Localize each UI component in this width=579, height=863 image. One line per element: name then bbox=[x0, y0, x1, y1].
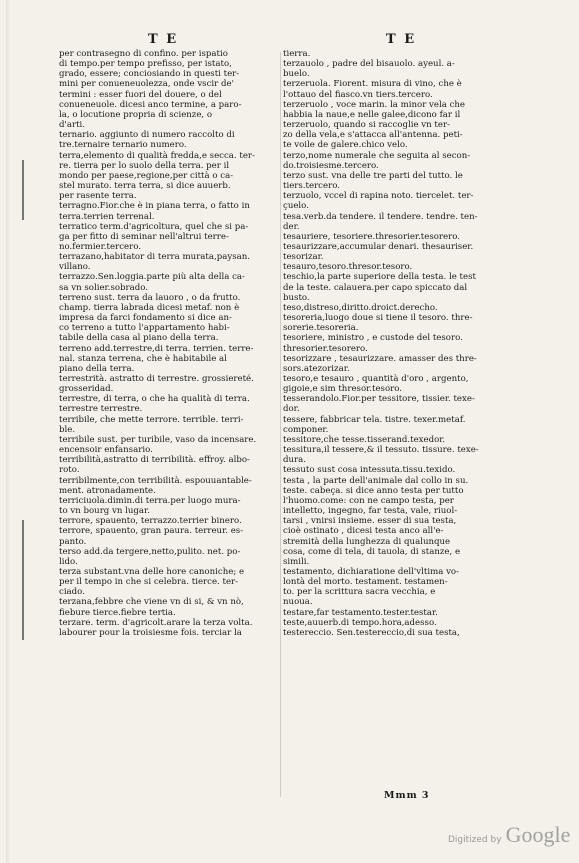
text-line: tessere, fabbricar tela. tistre. texer.metaf. bbox=[283, 414, 466, 425]
text-line: re. tierra per lo suolo della terra. per il bbox=[59, 160, 230, 171]
text-line: terragno.Fior.che è in piana terra, o fatto in bbox=[59, 201, 250, 212]
text-line: terzeruola. Fiorent. misura di vino, che è bbox=[283, 79, 462, 90]
text-line: termini : esser fuori del douere, o del bbox=[59, 89, 222, 100]
text-line: terzauolo , padre del bisauolo. ayeul. a- bbox=[283, 59, 455, 70]
text-line: dor. bbox=[283, 404, 300, 415]
text-line: terriciuola.dimin.di terra.per luogo mura- bbox=[59, 495, 241, 506]
text-line: terreno sust. terra da lauoro , o da frutto. bbox=[59, 292, 241, 303]
text-line: terso add.da tergere,netto,pulito. net. po- bbox=[59, 546, 241, 557]
text-line: teste,auuerb.di tempo.hora,adesso. bbox=[283, 617, 437, 628]
text-line: di tempo.per tempo prefisso, per istato, bbox=[59, 59, 232, 70]
text-line: villano. bbox=[59, 262, 91, 273]
text-line: teste. cabeça. si dice anno testa per tutto bbox=[283, 485, 464, 496]
text-line: tesa.verb.da tendere. il tendere. tendre. ten- bbox=[283, 211, 478, 222]
text-line: tessitura,il tessere,& il tessuto. tissure. texe- bbox=[283, 445, 479, 456]
text-line: terribile, che mette terrore. terrible. terri- bbox=[59, 414, 244, 425]
text-line: tabile della casa al piano della terra. bbox=[59, 333, 219, 344]
text-line: no.fermier.tercero. bbox=[59, 241, 141, 252]
text-line: terra.terrien terrenal. bbox=[59, 211, 155, 222]
text-line: teschio,la parte superiore della testa. le test bbox=[283, 272, 476, 283]
text-line: der. bbox=[283, 221, 300, 232]
text-line: l'ottauo del fiasco.vn tiers.tercero. bbox=[283, 89, 433, 100]
text-line: terribilità,astratto di terribilità. effroy. albo- bbox=[59, 455, 250, 466]
text-line: tarsi , vnirsi insieme. esser di sua testa, bbox=[283, 516, 457, 527]
text-line: terza substant.vna delle hore canoniche; e bbox=[59, 566, 245, 577]
text-line: lido. bbox=[59, 556, 78, 567]
text-line: encensoir enfansario. bbox=[59, 445, 153, 456]
text-line: terrestre terrestre. bbox=[59, 404, 143, 415]
text-line: terribilmente,con terribilità. espouuantable- bbox=[59, 475, 252, 486]
text-line: terreno add.terrestre,di terra. terrien. terre- bbox=[59, 343, 254, 354]
text-line: d'arti. bbox=[59, 120, 86, 131]
text-line: thresorier.tesorero. bbox=[283, 343, 368, 354]
text-line: roto. bbox=[59, 465, 80, 476]
text-line: do.troisiesme.tercero. bbox=[283, 160, 379, 171]
text-line: terzo sust. vna delle tre parti del tutto. le bbox=[283, 170, 463, 181]
text-line: ble. bbox=[59, 424, 76, 435]
text-line: sorerie.tesoreria. bbox=[283, 323, 359, 334]
text-line: tesorizar. bbox=[283, 252, 324, 263]
text-line: stremità della lunghezza di qualunque bbox=[283, 536, 451, 547]
text-line: terrestre, di terra, o che ha qualità di terra. bbox=[59, 394, 250, 405]
text-line: terzeruolo , voce marin. la minor vela che bbox=[283, 99, 466, 110]
text-line: tre.ternaire ternario numero. bbox=[59, 140, 187, 151]
watermark-prefix: Digitized by bbox=[448, 835, 502, 845]
text-line: cosa, come di tela, di tauola, di stanze, e bbox=[283, 546, 461, 557]
text-line: teso,distreso,diritto.droict.derecho. bbox=[283, 302, 438, 313]
text-line: tesoriere, ministro , e custode del tesoro. bbox=[283, 333, 463, 344]
text-line: per rasente terra. bbox=[59, 191, 137, 202]
text-line: tessuto sust cosa intessuta.tissu.texido. bbox=[283, 465, 456, 476]
text-line: testamento, dichiaratione dell'vltima vo- bbox=[283, 566, 460, 577]
text-line: terzana,febbre che viene vn di si, & vn nò, bbox=[59, 597, 244, 608]
text-line: impresa da farci fondamento si dice an- bbox=[59, 313, 232, 324]
text-line: ment. atronadamente. bbox=[59, 485, 156, 496]
text-line: tessitore,che tesse.tisserand.texedor. bbox=[283, 434, 446, 445]
text-line: champ. tierra labrada dicesi metaf. non è bbox=[59, 302, 240, 313]
text-line: testare,far testamento.tester.testar. bbox=[283, 607, 438, 618]
text-line: tesserandolo.Fior.per tessitore, tissier. texe- bbox=[283, 394, 475, 405]
text-line: tesauriere, tesoriere.thresorier.tesorero. bbox=[283, 231, 460, 242]
running-head-left: T E bbox=[148, 32, 179, 47]
text-line: çuelo. bbox=[283, 201, 309, 212]
text-line: l'huomo.come: con ne campo testa, per bbox=[283, 495, 454, 506]
text-line: busto. bbox=[283, 292, 310, 303]
text-line: cioè ostinato , dicesi testa anco all'e- bbox=[283, 526, 444, 537]
text-line: simili. bbox=[283, 556, 310, 567]
left-column bbox=[59, 49, 279, 638]
book-spine-shadow bbox=[6, 0, 10, 863]
text-line: tesoro,e tesauro , quantità d'oro , argento, bbox=[283, 374, 469, 384]
text-line: testa , la parte dell'animale dal collo in su. bbox=[283, 475, 469, 486]
text-line: piano della terra. bbox=[59, 363, 135, 374]
text-line: terrore, spauento, gran paura. terreur. es- bbox=[59, 526, 244, 537]
digitized-watermark bbox=[448, 822, 570, 848]
text-line: buelo. bbox=[283, 69, 310, 80]
google-logo: Google bbox=[505, 822, 571, 847]
text-line: terrazano,habitator di terra murata,paysan. bbox=[59, 252, 251, 263]
text-line: per contrasegno di confino. per ispatio bbox=[59, 49, 228, 59]
text-line: terzare. term. d'agricolt.arare la terza volta. bbox=[59, 617, 253, 628]
text-line: dura. bbox=[283, 455, 306, 466]
text-line: fiebure tierce.fiebre tertia. bbox=[59, 607, 176, 618]
text-line: nal. stanza terrena, che è habitabile al bbox=[59, 353, 227, 364]
text-line: grosseridad. bbox=[59, 384, 114, 395]
text-line: co terreno a tutto l'appartamento habi- bbox=[59, 323, 230, 334]
text-line: componer. bbox=[283, 424, 329, 435]
margin-mark bbox=[22, 520, 24, 640]
text-line: tesorizzare , tesaurizzare. amasser des thre- bbox=[283, 353, 477, 364]
text-line: tiers.tercero. bbox=[283, 181, 340, 192]
text-line: panto. bbox=[59, 536, 87, 547]
text-line: de la teste. calauera.per capo spiccato dal bbox=[283, 282, 468, 293]
column-divider bbox=[280, 52, 281, 797]
text-line: sa vn solier.sobrado. bbox=[59, 282, 149, 293]
text-line: terzeruolo, quando si raccoglie vn ter- bbox=[283, 120, 450, 131]
text-line: conueneuole. dicesi anco termine, a paro- bbox=[59, 99, 242, 110]
text-line: tesauro,tesoro.thresor.tesoro. bbox=[283, 262, 413, 273]
text-line: tesaurizzare,accumular denari. thesauriser. bbox=[283, 241, 474, 252]
text-line: la, o locutione propria di scienze, o bbox=[59, 109, 213, 120]
text-line: habbia la naue,e nelle galee,dicono far il bbox=[283, 109, 461, 120]
margin-mark bbox=[22, 160, 24, 220]
text-line: terrore, spauento, terrazzo.terrier binero. bbox=[59, 516, 242, 527]
text-line: stel murato. terra terra, si dice auuerb. bbox=[59, 181, 231, 192]
right-column bbox=[283, 49, 510, 638]
text-line: gigoie,e sim thresor.tesoro. bbox=[283, 384, 402, 395]
text-line: te voile de galere.chico velo. bbox=[283, 140, 408, 151]
text-line: ternario. aggiunto di numero raccolto di bbox=[59, 130, 235, 141]
text-line: lontà del morto. testament. testamen- bbox=[283, 577, 448, 588]
text-line: sors.atezorizar. bbox=[283, 363, 350, 374]
text-line: terzuolo, vccel di rapina noto. tiercelet. ter- bbox=[283, 191, 474, 202]
text-line: intelletto, ingegno, far testa, vale, riuol- bbox=[283, 506, 458, 517]
text-line: terra,elemento di qualità fredda,e secca. ter- bbox=[59, 150, 255, 161]
text-line: ga per fitto di seminar nell'altrui terre- bbox=[59, 231, 229, 242]
text-line: terrestrità. astratto di terrestre. grossiereté. bbox=[59, 374, 254, 384]
text-line: terribile sust. per turibile, vaso da incensare. bbox=[59, 434, 257, 445]
text-line: terrazzo.Sen.loggia.parte più alta della ca- bbox=[59, 272, 245, 283]
text-line: nuoua. bbox=[283, 597, 313, 608]
text-line: grado, essere; conciosiando in questi ter- bbox=[59, 69, 240, 80]
text-line: zo della vela,e s'attacca all'antenna. peti- bbox=[283, 130, 463, 141]
text-line: per il tempo in che si celebra. tierce. ter- bbox=[59, 577, 239, 588]
text-line: testereccio. Sen.testereccio,di sua testa, bbox=[283, 627, 460, 638]
text-line: labourer pour la troisiesme fois. terciar la bbox=[59, 627, 242, 638]
text-line: tesoreria,luogo doue si tiene il tesoro. thre- bbox=[283, 313, 473, 324]
text-line: ciado. bbox=[59, 587, 85, 598]
text-line: mondo per paese,regione,per città o ca- bbox=[59, 170, 234, 181]
text-line: terratico term.d'agricoltura, quel che si pa- bbox=[59, 221, 249, 232]
running-head-right: T E bbox=[386, 32, 417, 47]
text-line: mini per conueneuolezza, onde vscir de' bbox=[59, 79, 234, 90]
text-line: to vn bourg vn lugar. bbox=[59, 506, 150, 517]
text-line: tierra. bbox=[283, 49, 311, 59]
text-line: to. per la scrittura sacra vecchia, e bbox=[283, 587, 436, 598]
text-line: terzo,nome numerale che seguita al secon- bbox=[283, 150, 471, 161]
signature-mark: Mmm 3 bbox=[384, 790, 430, 801]
